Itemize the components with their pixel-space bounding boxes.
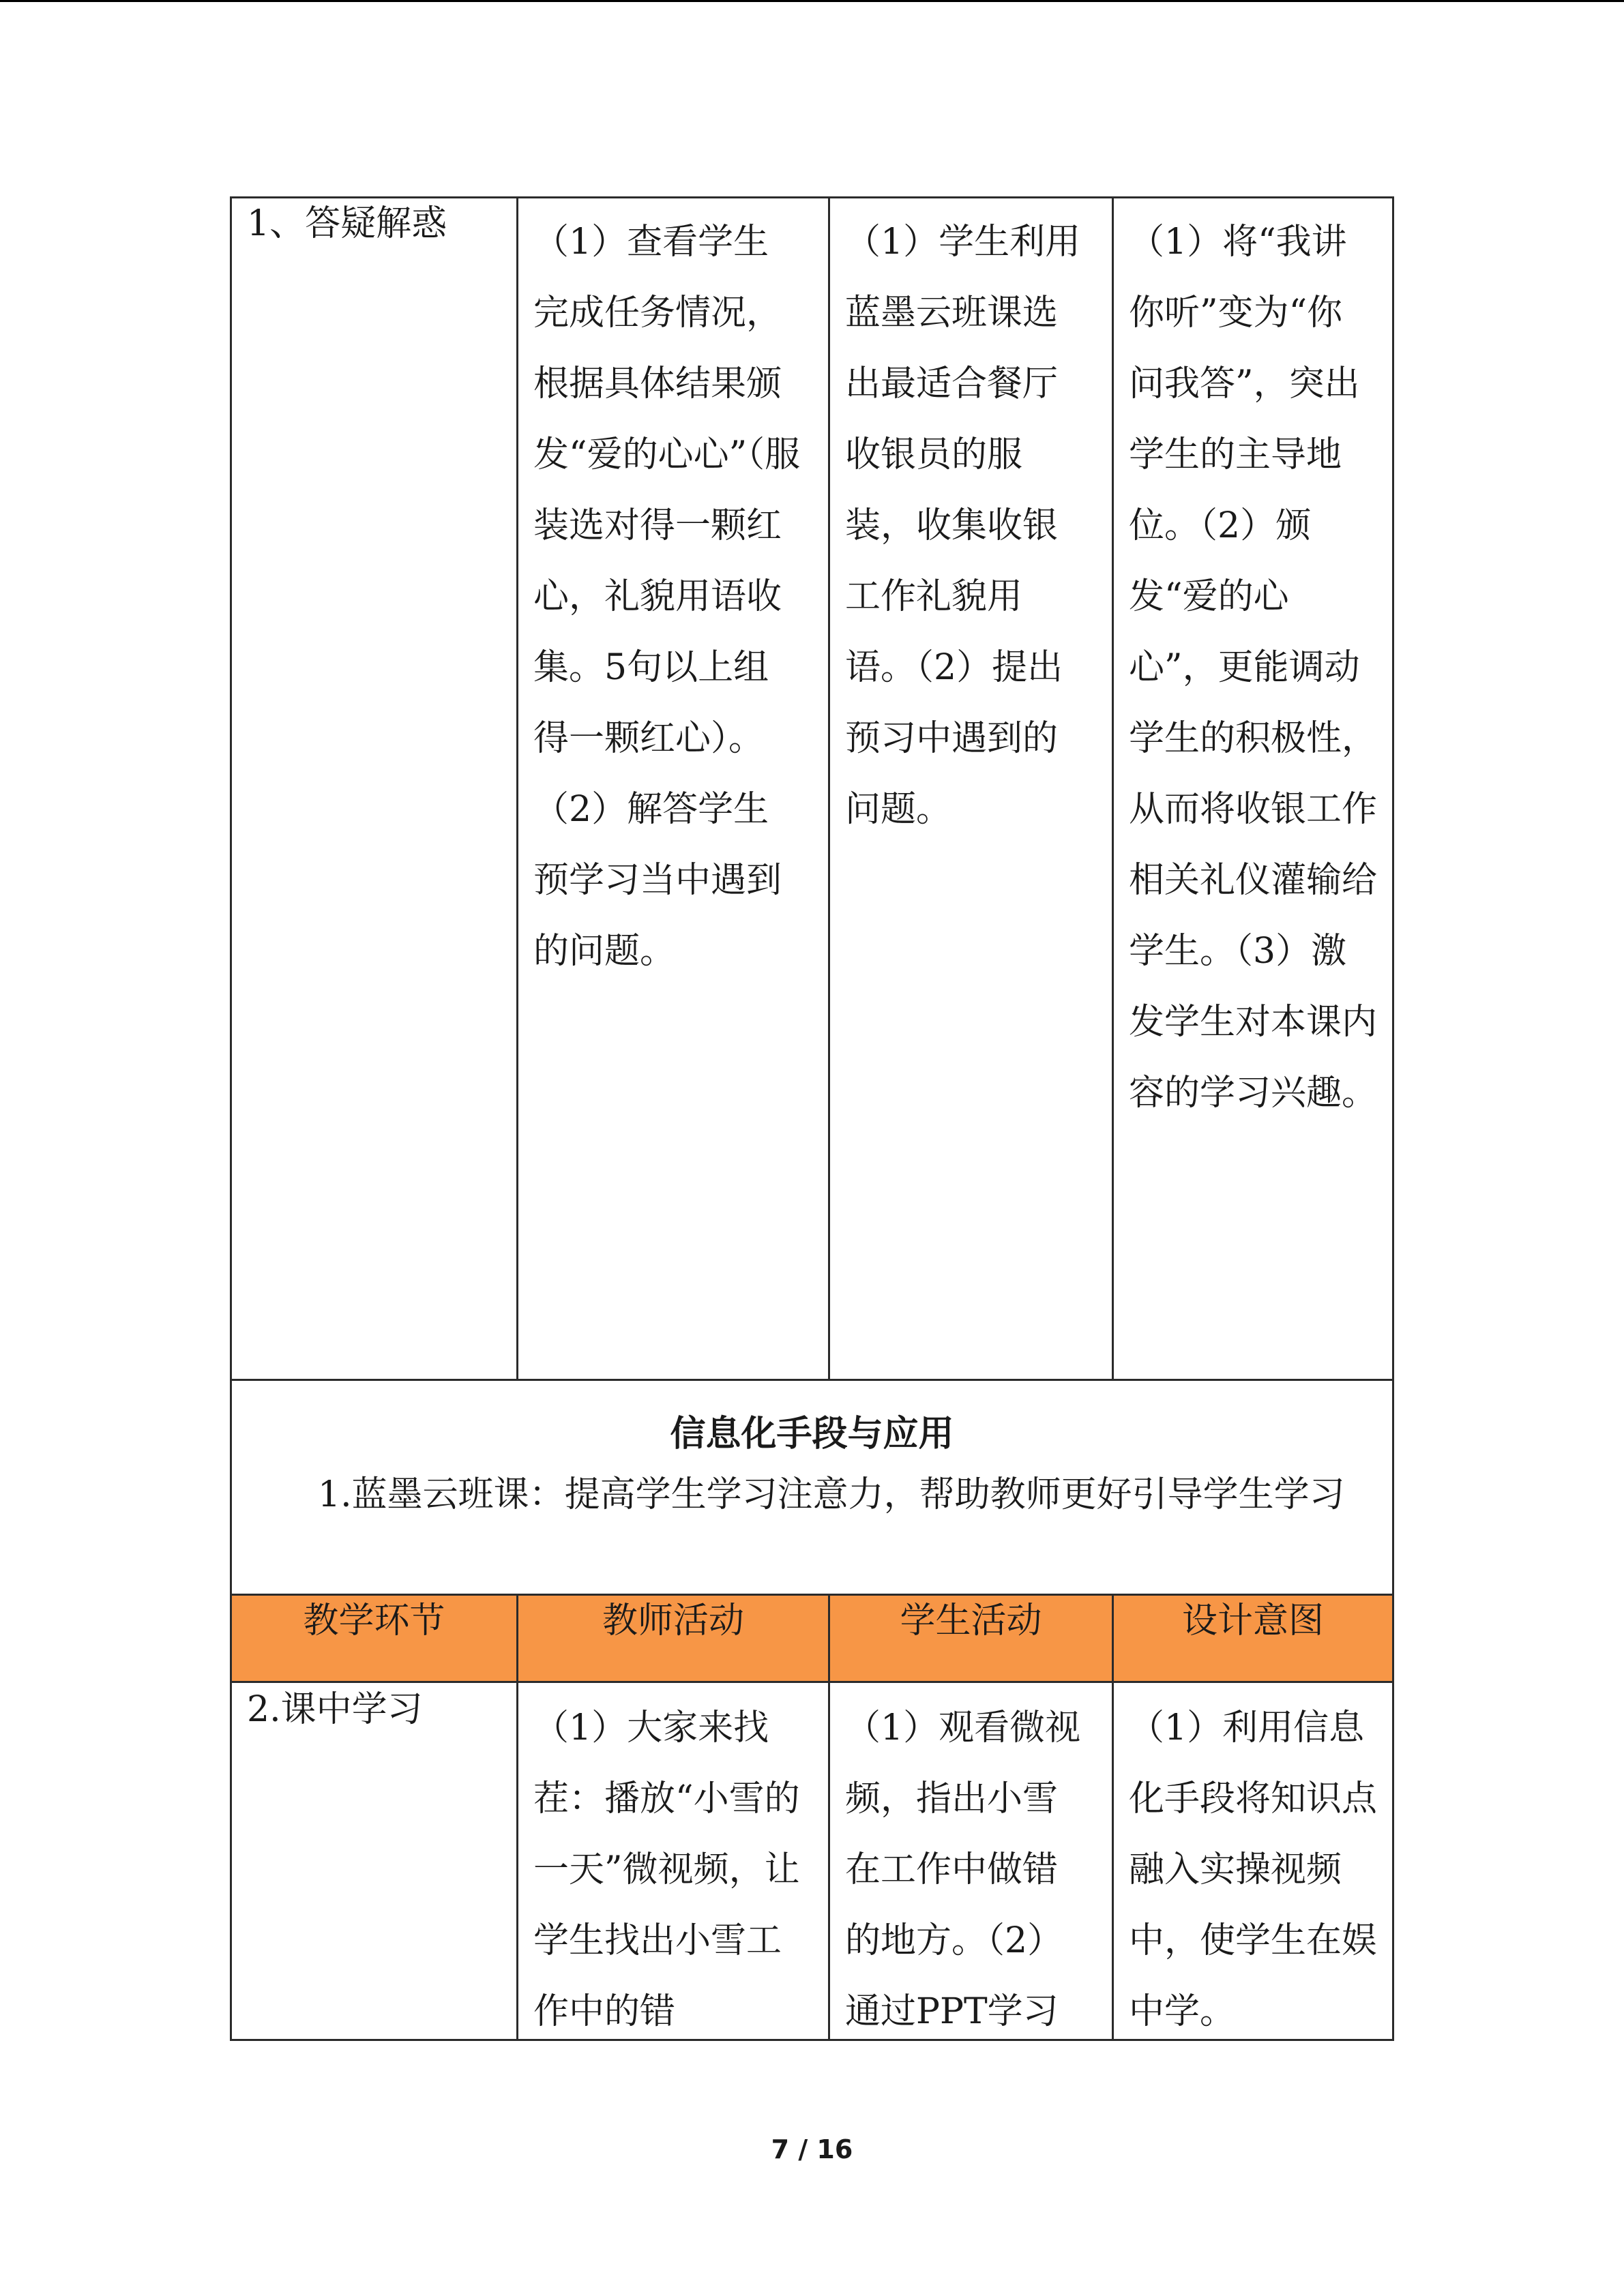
header-student: 学生活动 [900,1600,1042,1641]
info-body: 1.蓝墨云班课：提高学生学习注意力，帮助教师更好引导学生学习 [318,1474,1345,1515]
design-intent-cell: （1）利用信息化手段将知识点融入实操视频中，使学生在娱中学。 [1129,1708,1377,2032]
col-divider [516,196,518,1381]
col-divider [828,1594,830,2041]
info-title: 信息化手段与应用 [670,1413,954,1455]
page-indicator: 7 / 16 [771,2134,853,2164]
col-divider [828,196,830,1381]
teacher-activity-cell: （1）查看学生完成任务情况，根据具体结果颁发“爱的心心”（服装选对得一颗红心，礼貌用语收集。5句以上组得一颗红心）。（2）解答学生预学习当中遇到的问题。 [533,222,801,972]
design-intent-cell: （1）将“我讲你听”变为“你问我答”，突出学生的主导地位。（2）颁发“爱的心心”，更能调动学生的积极性，从而将收银工作相关礼仪灌输给学生。（3）激发学生对本课内容的学习兴趣。 [1129,222,1378,1114]
col-divider [1112,196,1114,1381]
row-divider [230,1681,1394,1683]
col-divider [516,1594,518,2041]
stage-cell: 1、答疑解惑 [247,203,447,244]
header-teacher: 教师活动 [602,1600,744,1641]
teacher-activity-cell: （1）大家来找茬：播放“小雪的一天”微视频，让学生找出小雪工作中的错 [533,1708,800,2032]
stage-cell: 2.课中学习 [247,1689,423,1730]
student-activity-cell: （1）学生利用蓝墨云班课选出最适合餐厅收银员的服装，收集收银工作礼貌用语。（2）提出预习中遇到的问题。 [845,222,1081,830]
top-rule [0,0,1624,2]
header-design: 设计意图 [1181,1600,1324,1641]
col-divider [1112,1594,1114,2041]
row-divider [230,1379,1394,1381]
student-activity-cell: （1）观看微视频，指出小雪在工作中做错的地方。（2）通过PPT学习 [845,1708,1081,2032]
header-stage: 教学环节 [303,1600,445,1641]
